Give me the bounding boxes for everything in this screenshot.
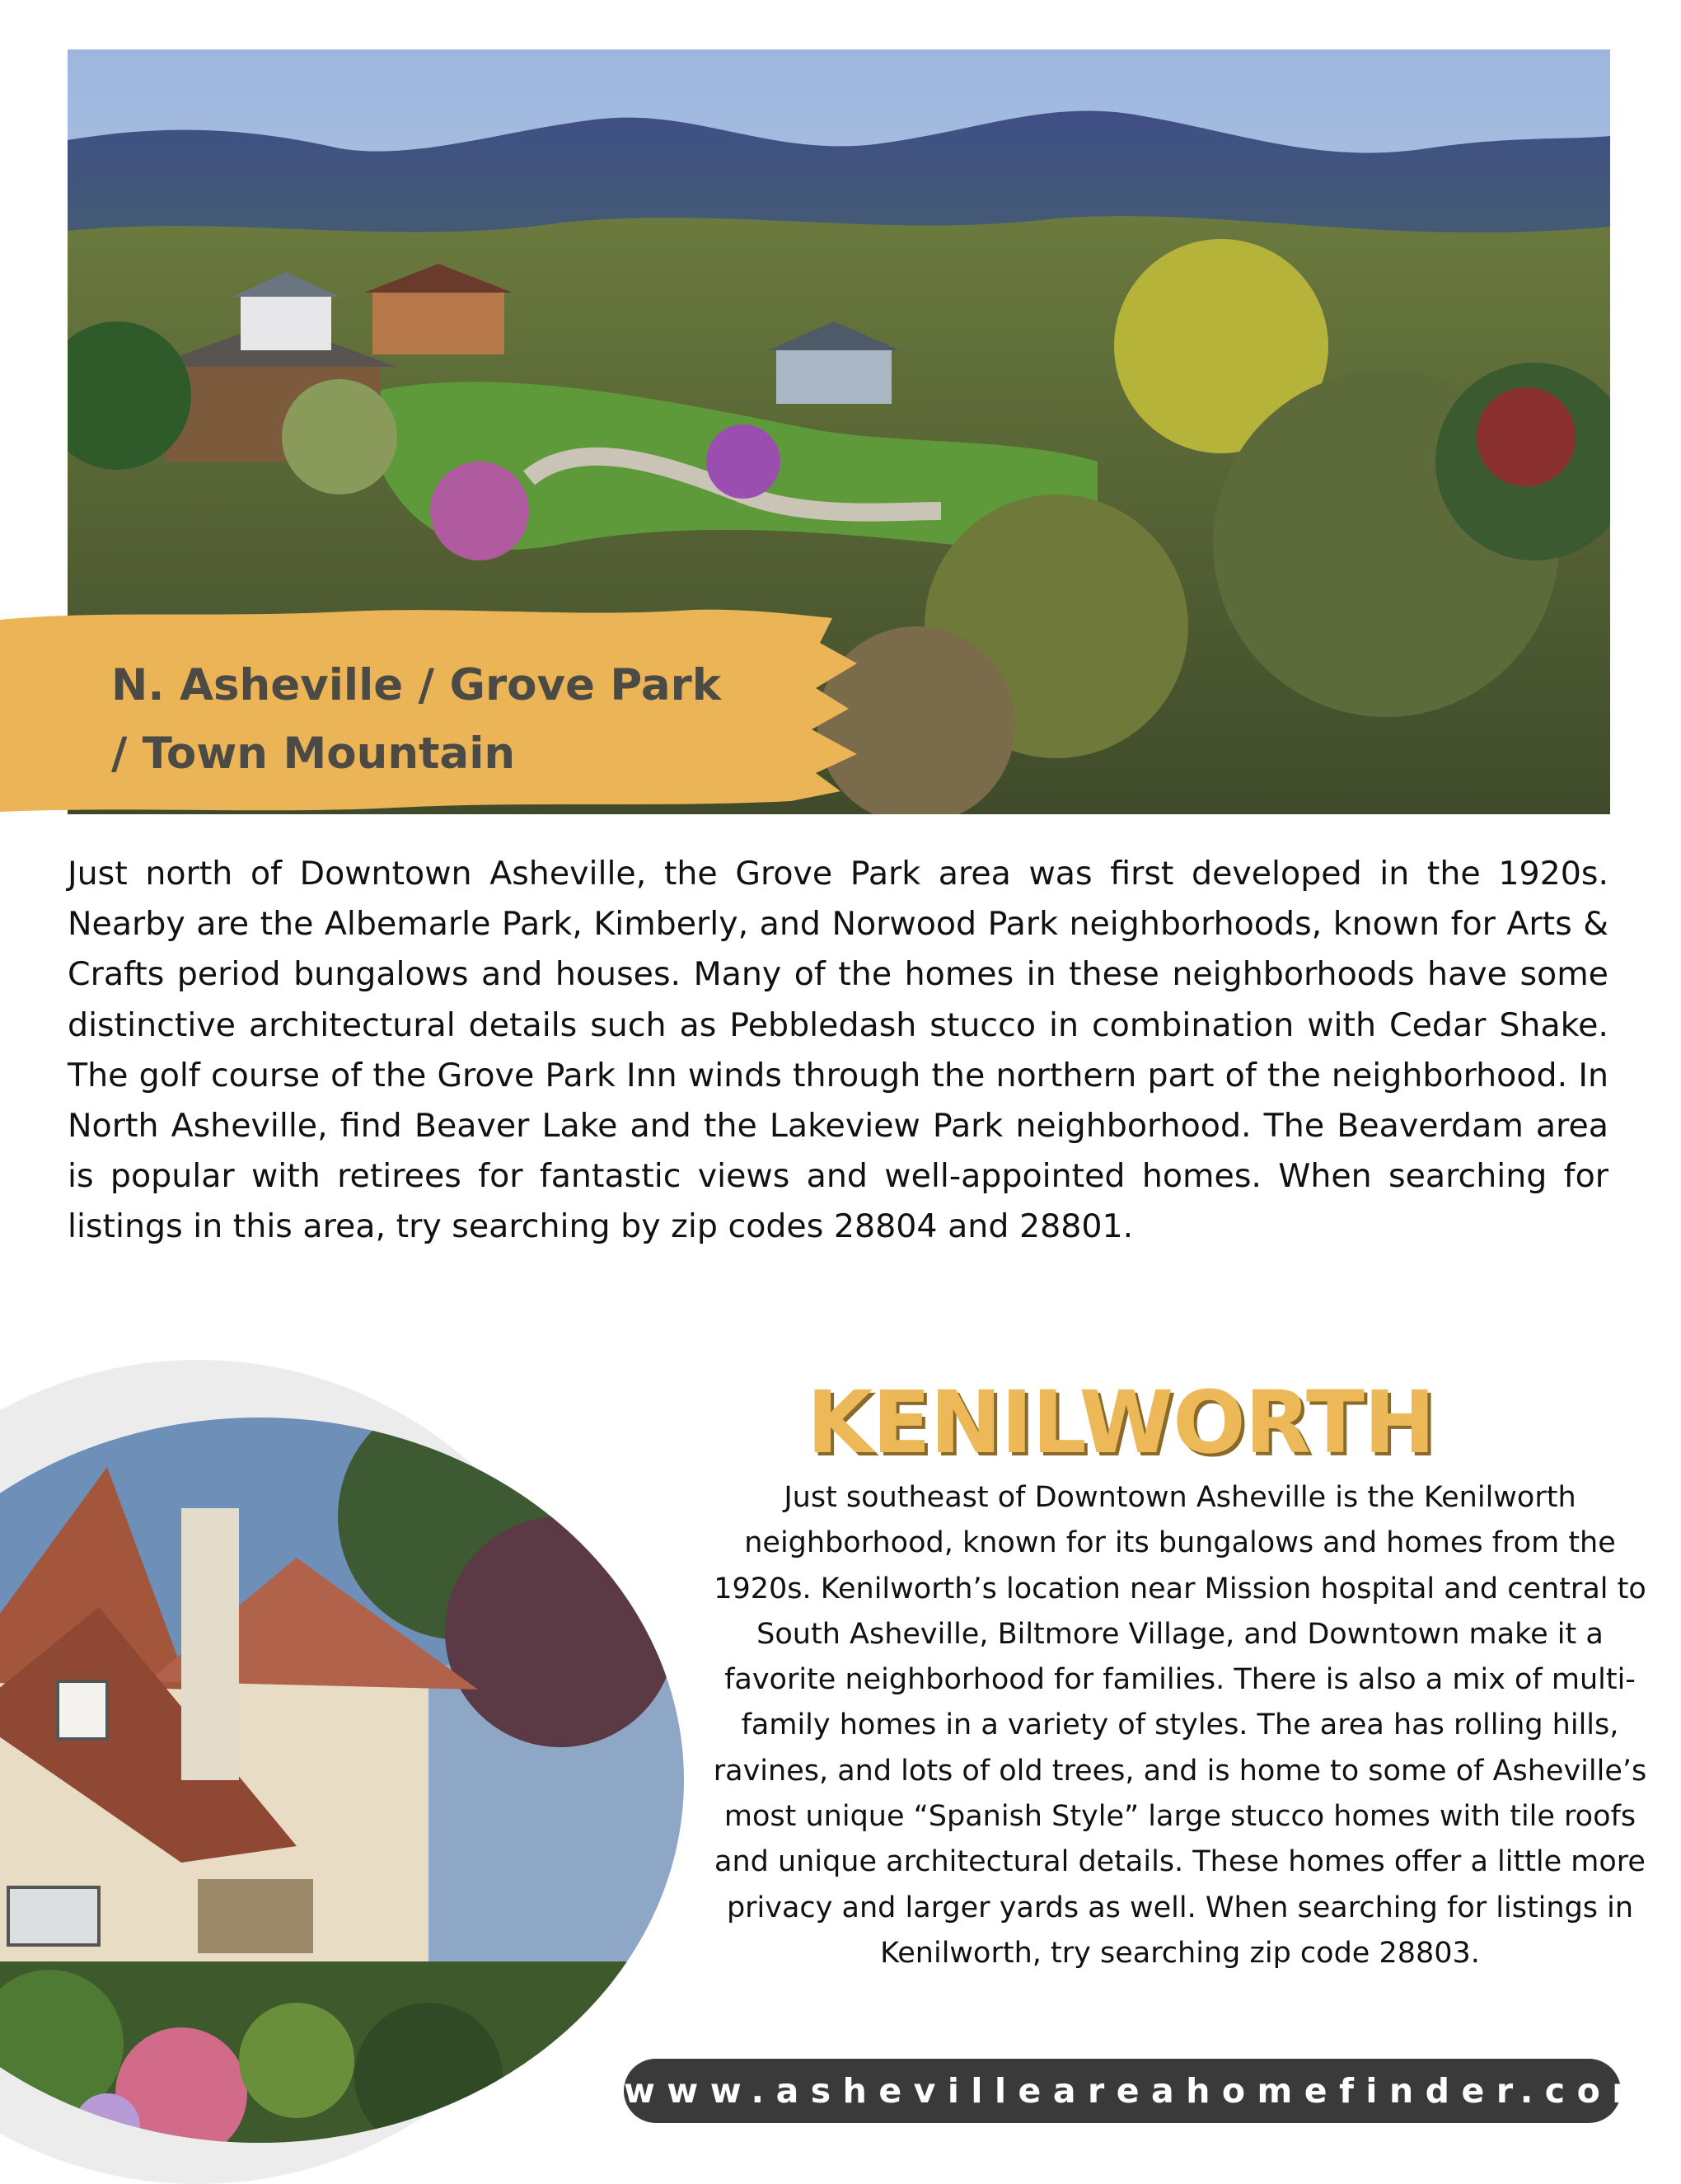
tudor-house-image (0, 1418, 684, 2143)
website-url[interactable]: www.ashevilleareahomefinder.com (624, 2071, 1660, 2111)
section-banner (0, 585, 873, 824)
kenilworth-heading: KENILWORTH (806, 1372, 1435, 1473)
intro-paragraph: Just north of Downtown Asheville, the Grove Park area was first developed in the 1920s. Nearby are the Albemarle Park, Kimberly, and Norwood Park neighborhoods, known for Arts & Crafts period bungalows and houses. Many of the homes in these neighborhoods have some distinctive architectural details such as Pebbledash stucco in combination with Cedar Shake. The golf course of the Grove Park Inn winds through the northern part of the neighborhood. In North Asheville, find Beaver Lake and the Lakeview Park neighborhood. The Beaverdam area is popular with retirees for fantastic views and well-appointed homes. When searching for listings in this area, try searching by zip codes 28804 and 28801. (68, 855, 1608, 1246)
kenilworth-photo (0, 1418, 684, 2143)
website-url-pill[interactable] (624, 2059, 1660, 2123)
kenilworth-paragraph: Just southeast of Downtown Asheville is the Kenilworth neighborhood, known for its bungalows and homes from the 1920s. Kenilworth’s location near Mission hospital and central to South Asheville, Biltmore Village, and Downtown make it a favorite neighborhood for families. There is also a mix of multi-family homes in a variety of styles. The area has rolling hills, ravines, and lots of old trees, and is home to some of Asheville’s most unique “Spanish Style” large stucco homes with tile roofs and unique architectural details. These homes offer a little more privacy and larger yards as well. When searching for listings in Kenilworth, try searching zip code 28803. (713, 1481, 1647, 1970)
banner-title: N. Asheville / Grove Park / Town Mountain (111, 660, 722, 779)
